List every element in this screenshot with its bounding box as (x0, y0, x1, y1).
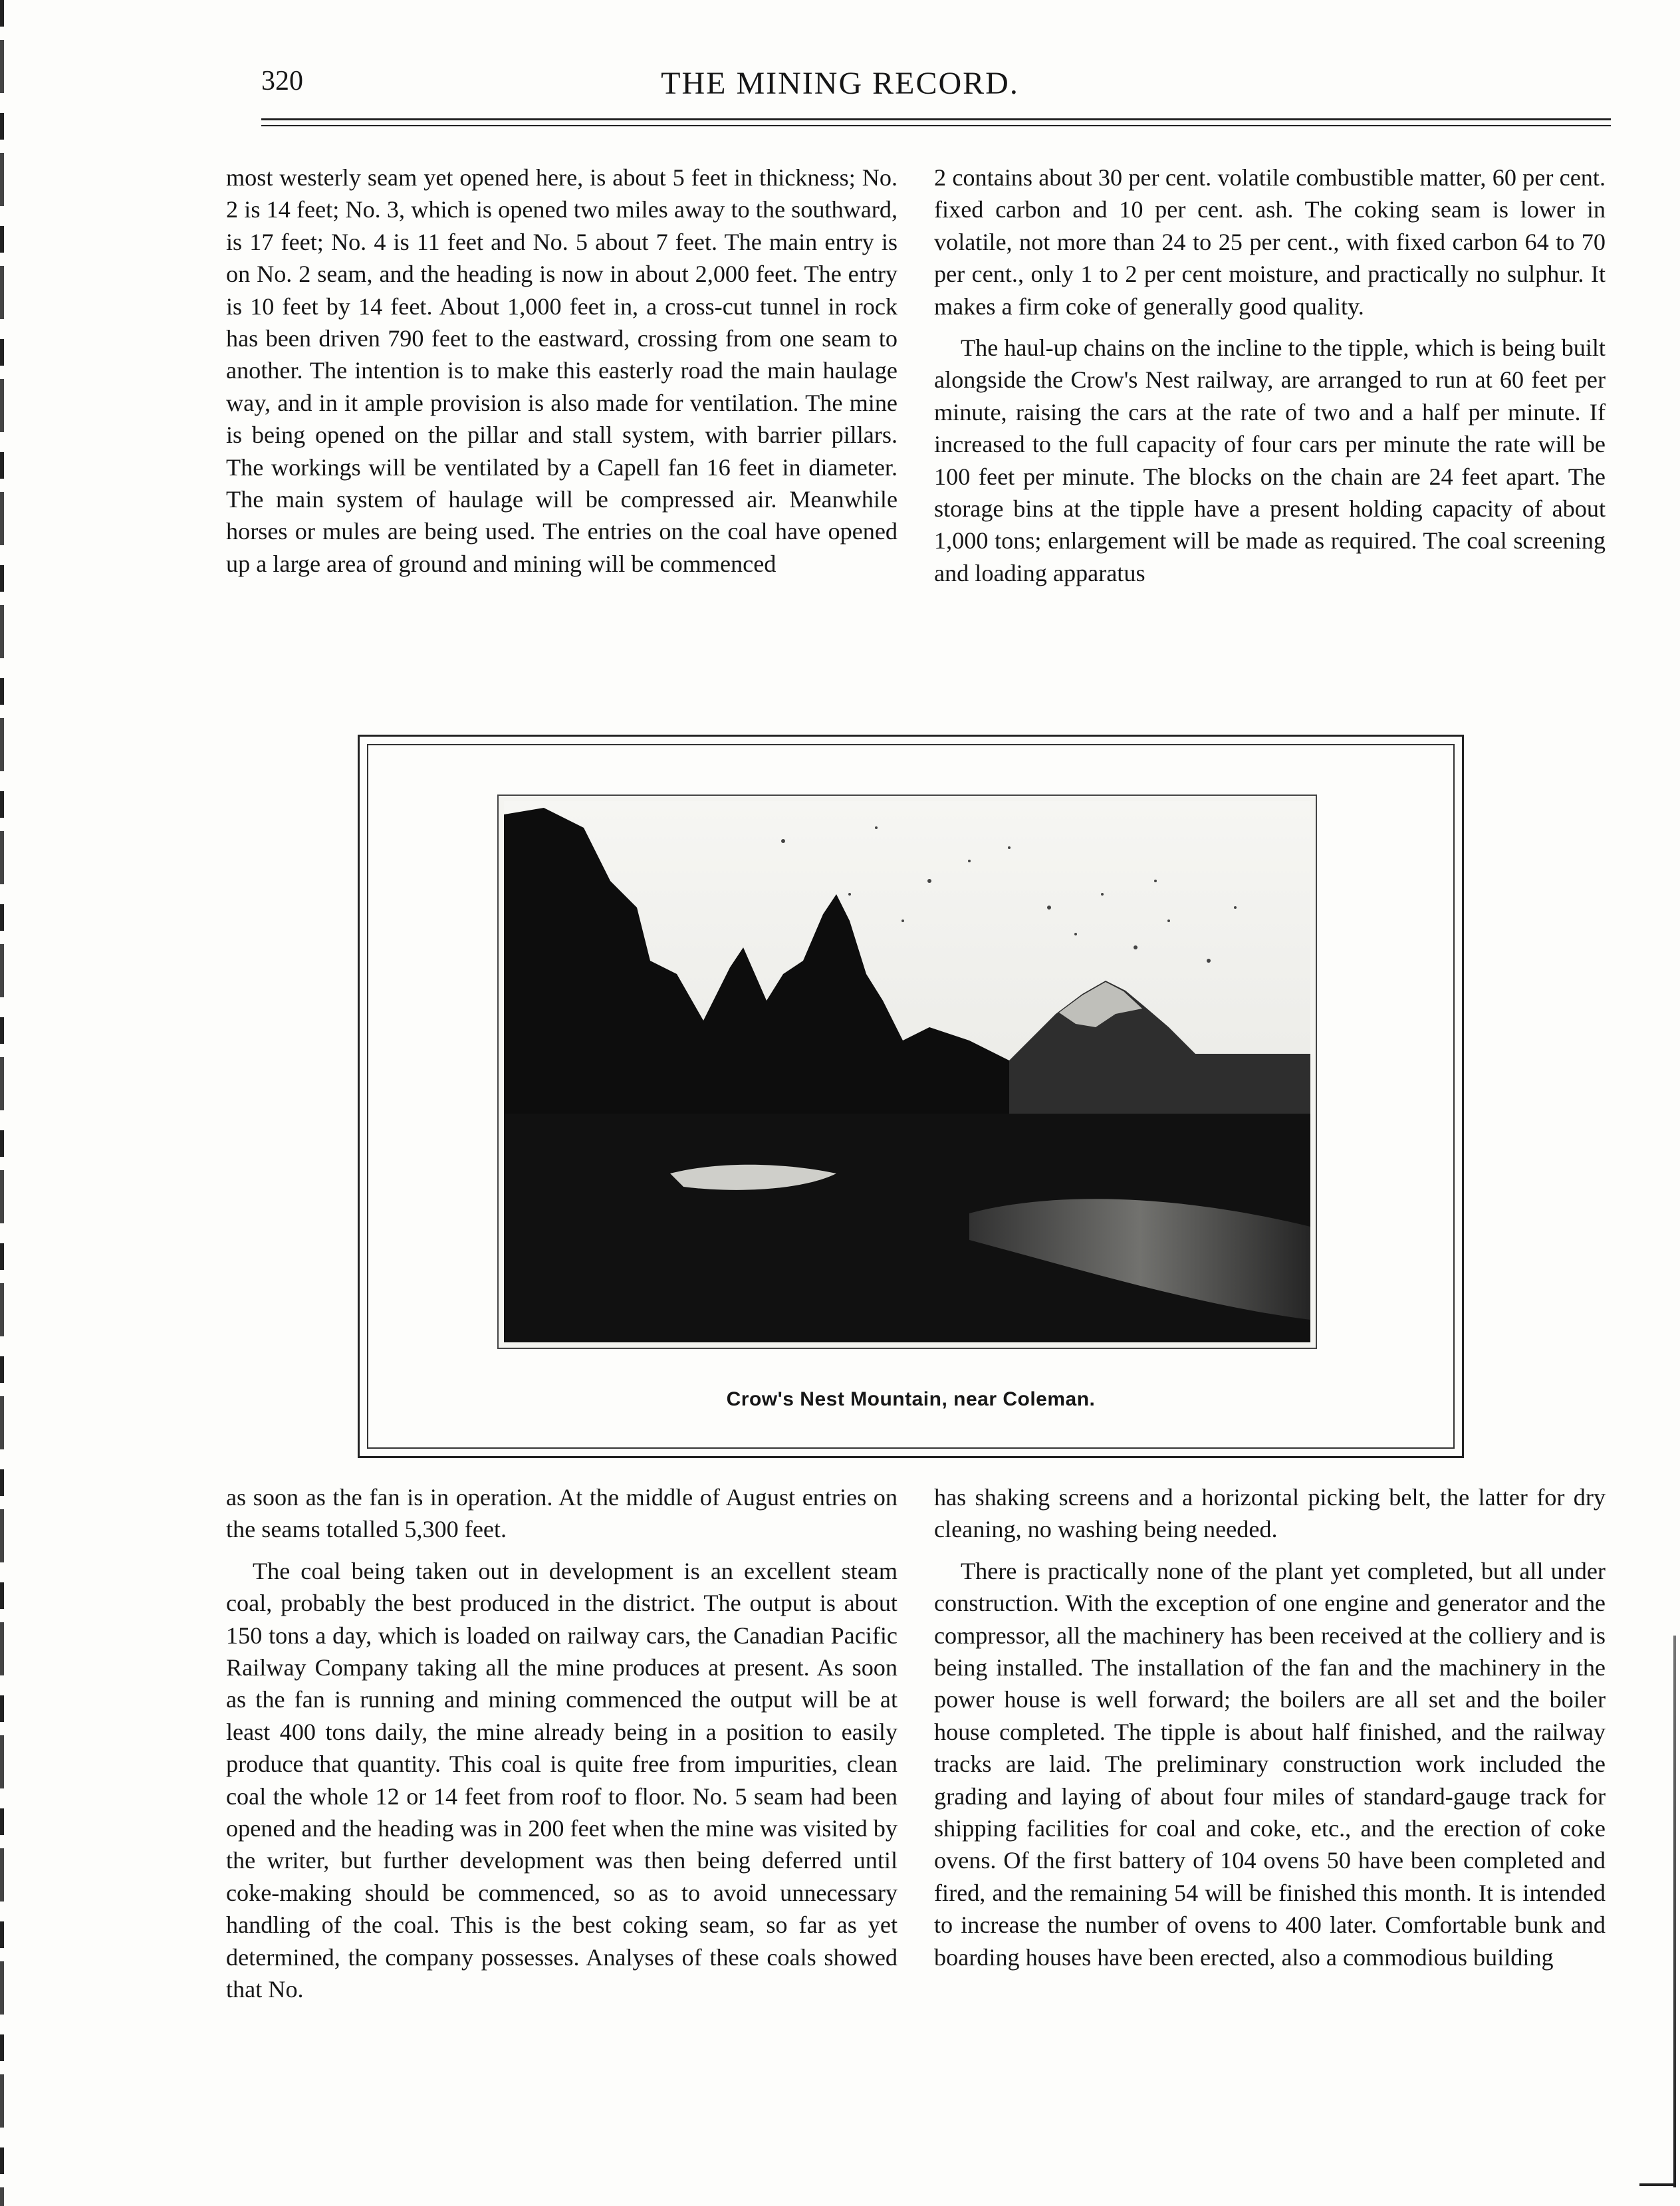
left-column-top (226, 162, 898, 580)
paragraph: 2 contains about 30 per cent. volatile combustible matter, 60 per cent. fixed carbon and 10 per cent. ash. The coking seam is lower in volatile, not more than 24 to 25 per cent., with fixed carbon 64 to 70 per cent., only 1 to 2 per cent moisture, and practically no sulphur. It makes a firm coke of generally good quality. (934, 164, 1606, 320)
paragraph: The coal being taken out in development is an excellent steam coal, probably the best produced in the district. The output is about 150 tons a day, which is loaded on railway cars, the Canadian Pacific Railway Company taking all the mine produces at present. As soon as the fan is running and mining commenced the output will be at least 400 tons daily, the mine already being in a position to easily produce that quantity. This coal is quite free from impurities, clean coal the whole 12 or 14 feet from roof to floor. No. 5 seam had been opened and the heading was in 200 feet when the mine was visited by the writer, but further development was then being deferred until coke-making should be commenced, so as to avoid unnecessary handling of the coal. This is the best coking seam, so far as yet determined, the company possesses. Analyses of these coals showed that No. (226, 1557, 898, 2003)
paragraph: has shaking screens and a horizontal picking belt, the latter for dry cleaning, no washing being needed. (934, 1484, 1606, 1543)
page-number: 320 (261, 66, 303, 96)
paragraph: The haul-up chains on the incline to the tipple, which is being built alongside the Crow's Nest railway, are arranged to run at 60 feet per minute, raising the cars at the rate of two and a half per minute. If increased to the full capacity of four cars per minute the rate will be 100 feet per minute. The blocks on the chain are 24 feet apart. The storage bins at the tipple have a present holding capacity of about 1,000 tons; enlargement will be made as required. The coal screening and loading apparatus (934, 334, 1606, 586)
scan-right-edge (1673, 1636, 1676, 2187)
scan-right-edge-foot (1639, 2183, 1676, 2186)
right-column-top (934, 162, 1606, 589)
header-rule-thin (261, 125, 1611, 126)
paragraph: as soon as the fan is in operation. At the middle of August entries on the seams totalled 5,300 feet. (226, 1484, 898, 1543)
right-column-bottom (934, 1481, 1606, 1973)
scan-left-edge (0, 0, 4, 2206)
left-column-bottom (226, 1481, 898, 2006)
paragraph: most westerly seam yet opened here, is about 5 feet in thickness; No. 2 is 14 feet; No. 3, which is opened two miles away to the southward, is 17 feet; No. 4 is 11 feet and No. 5 about 7 feet. The main entry is on No. 2 seam, and the heading is now in about 2,000 feet. The entry is 10 feet by 14 feet. About 1,000 feet in, a cross-cut tunnel in rock has been driven 790 feet to the eastward, crossing from one seam to another. The intention is to make this easterly road the main haulage way, and in it ample provision is also made for ventilation. The mine is being opened on the pillar and stall system, with barrier pillars. The workings will be ventilated by a Capell fan 16 feet in diameter. The main system of haulage will be compressed air. Meanwhile horses or mules are being used. The entries on the coal have opened up a large area of ground and mining will be commenced (226, 164, 898, 577)
mountain-photo (504, 801, 1310, 1342)
header-rule (261, 118, 1611, 120)
figure-caption: Crow's Nest Mountain, near Coleman. (726, 1388, 1096, 1410)
paragraph: There is practically none of the plant yet completed, but all under construction. With the exception of one engine and generator and the compressor, all the machinery has been received at the colliery and is being installed. The installation of the fan and the machinery in the power house is well forward; the boilers are all set and the boiler house completed. The tipple is about half finished, and the railway tracks are laid. The preliminary construction work included the grading and laying of about four miles of standard-gauge track for shipping facilities for coal and coke, etc., and the erection of coke ovens. Of the first battery of 104 ovens 50 have been completed and fired, and the remaining 54 will be finished this month. It is intended to increase the number of ovens to 400 later. Comfortable bunk and boarding houses have been erected, also a commodious building (934, 1557, 1606, 1971)
running-head: THE MINING RECORD. (661, 66, 1019, 101)
